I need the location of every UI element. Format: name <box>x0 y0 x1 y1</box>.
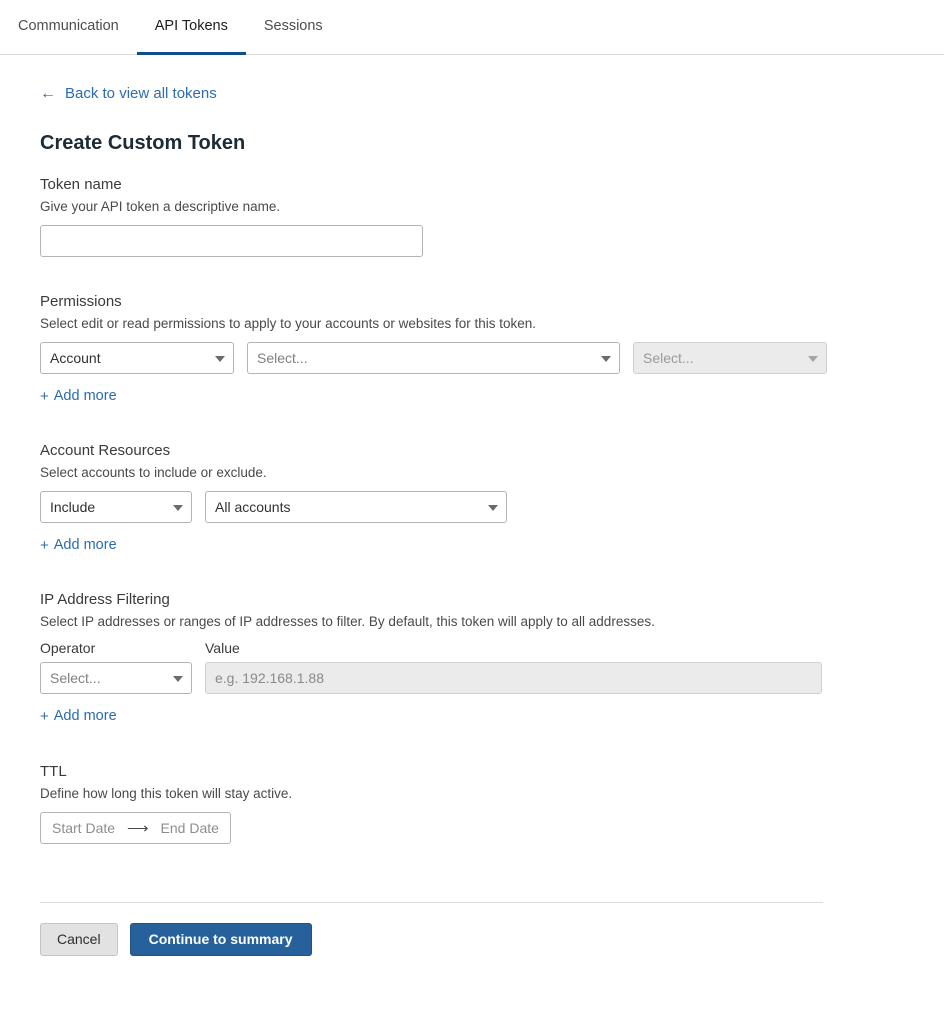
tab-communication[interactable] <box>0 0 137 55</box>
ttl-start-date[interactable]: Start Date <box>52 819 116 836</box>
ttl-date-range-picker[interactable] <box>40 812 231 844</box>
ip-filtering-section <box>40 591 904 726</box>
chevron-down-icon <box>601 356 611 362</box>
ip-filtering-description: Select IP addresses or ranges of IP addresses to filter. By default, this token will apply to all addresses. <box>40 613 655 629</box>
permissions-add-more-button[interactable] <box>40 388 117 405</box>
permissions-description: Select edit or read permissions to apply to your accounts or websites for this token. <box>40 315 536 331</box>
ip-filtering-row <box>40 662 904 694</box>
settings-tab-bar <box>0 0 944 55</box>
token-name-input[interactable] <box>40 225 423 257</box>
ttl-label: TTL <box>40 762 67 780</box>
plus-icon: + <box>40 387 49 405</box>
permission-scope-value: Account <box>50 349 101 366</box>
chevron-down-icon <box>215 356 225 362</box>
permission-group-value: Select... <box>257 349 308 366</box>
chevron-down-icon <box>173 505 183 511</box>
plus-icon: + <box>40 707 49 725</box>
ip-filtering-add-more-label: Add more <box>53 708 117 724</box>
token-name-description: Give your API token a descriptive name. <box>40 198 281 214</box>
ttl-end-date[interactable]: End Date <box>160 819 219 836</box>
account-resources-target-value: All accounts <box>215 498 291 515</box>
chevron-down-icon <box>488 505 498 511</box>
back-to-tokens-link[interactable] <box>40 85 217 102</box>
ip-filtering-label: IP Address Filtering <box>40 590 170 608</box>
token-name-label: Token name <box>40 175 122 193</box>
tab-api-tokens[interactable] <box>137 0 246 55</box>
ip-operator-select[interactable] <box>40 662 192 694</box>
permission-access-value: Select... <box>643 349 694 366</box>
token-name-section <box>40 176 904 257</box>
ip-filtering-headers <box>40 640 904 656</box>
permission-scope-select[interactable] <box>40 342 234 374</box>
account-resources-label: Account Resources <box>40 441 171 459</box>
tab-communication-label: Communication <box>18 18 119 34</box>
plus-icon: + <box>40 536 49 554</box>
ip-value-input[interactable] <box>205 662 822 694</box>
tab-sessions-label: Sessions <box>263 18 323 34</box>
tab-sessions[interactable] <box>246 0 341 55</box>
account-resources-mode-value: Include <box>50 498 96 515</box>
continue-to-summary-button[interactable]: Continue to summary <box>130 923 312 956</box>
ttl-description: Define how long this token will stay active. <box>40 785 293 801</box>
page-title: Create Custom Token <box>40 131 246 154</box>
tab-api-tokens-label: API Tokens <box>154 18 228 34</box>
permission-access-select[interactable] <box>633 342 827 374</box>
permission-group-select[interactable] <box>247 342 620 374</box>
back-to-tokens-label: Back to view all tokens <box>65 85 217 102</box>
ip-operator-header: Operator <box>40 639 96 656</box>
ip-value-header: Value <box>205 639 240 656</box>
account-resources-description: Select accounts to include or exclude. <box>40 464 267 480</box>
permissions-row <box>40 342 904 374</box>
permissions-add-more-label: Add more <box>53 388 117 404</box>
account-resources-add-more-label: Add more <box>53 537 117 553</box>
cancel-button[interactable]: Cancel <box>40 923 118 956</box>
permissions-label: Permissions <box>40 292 122 310</box>
account-resources-add-more-button[interactable] <box>40 537 117 554</box>
footer-divider <box>40 902 823 903</box>
chevron-down-icon <box>173 676 183 682</box>
chevron-down-icon <box>808 356 818 362</box>
account-resources-mode-select[interactable] <box>40 491 192 523</box>
ttl-section <box>40 763 904 844</box>
ip-operator-value: Select... <box>50 669 101 686</box>
account-resources-row <box>40 491 904 523</box>
permissions-section <box>40 293 904 406</box>
account-resources-target-select[interactable] <box>205 491 507 523</box>
ip-filtering-add-more-button[interactable] <box>40 708 117 725</box>
account-resources-section <box>40 442 904 555</box>
footer-actions <box>40 923 904 956</box>
arrow-left-icon: ← <box>40 84 56 102</box>
arrow-right-icon: ⟶ <box>127 819 149 837</box>
create-token-page <box>0 55 944 956</box>
